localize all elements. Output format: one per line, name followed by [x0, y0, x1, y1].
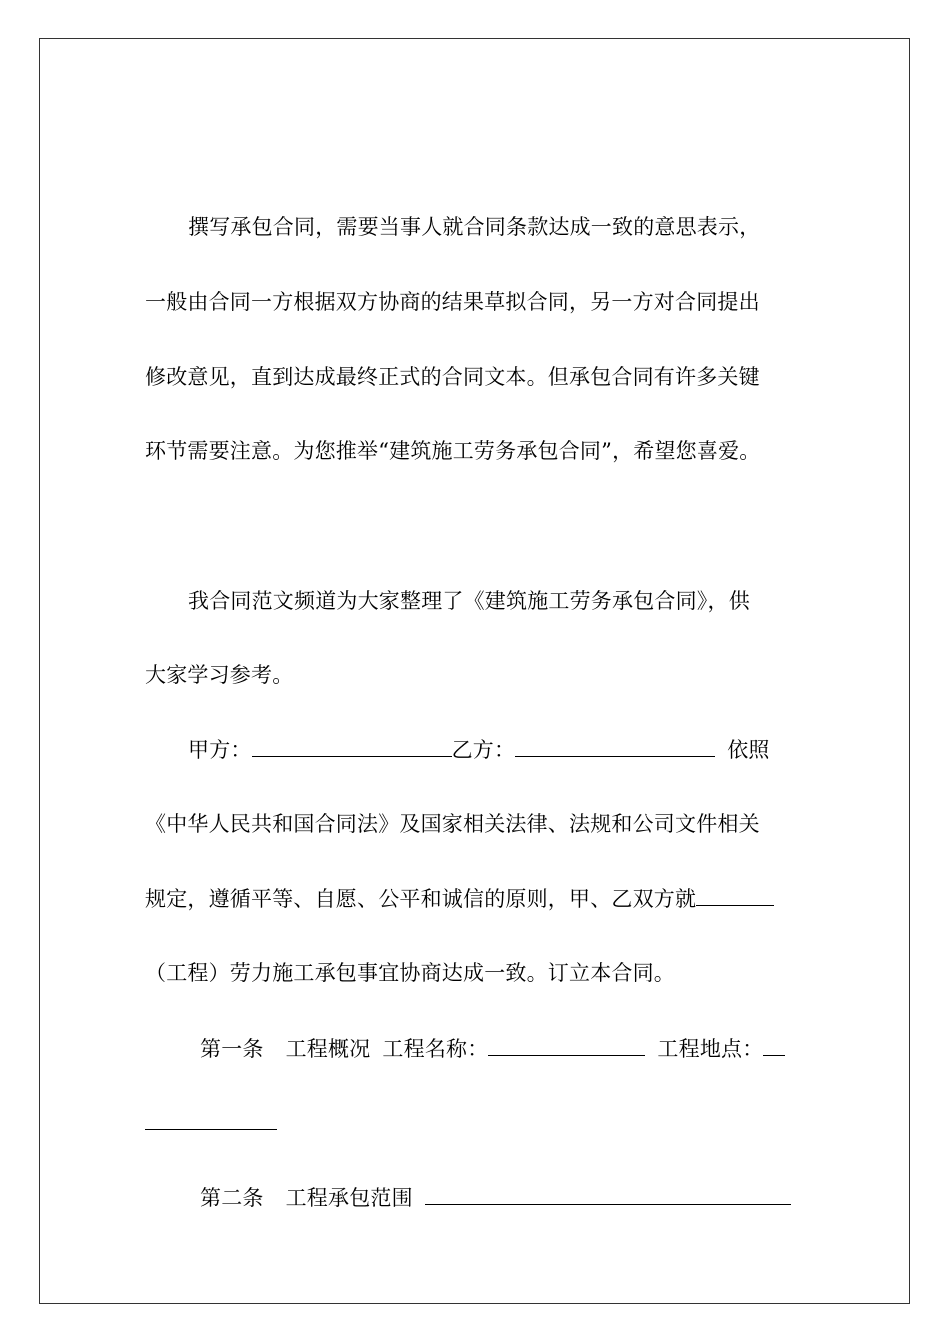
party-b-label: 乙方：: [451, 738, 516, 762]
scope-blank: [425, 1184, 791, 1205]
according-text: 依照: [727, 738, 770, 762]
intro-line-4: 环节需要注意。为您推举“建筑施工劳务承包合同”，希望您喜爱。: [145, 439, 761, 463]
parties-line-1: [188, 735, 770, 765]
parties-line-3-text: 规定，遵循平等、自愿、公平和诚信的原则，甲、乙双方就: [145, 887, 697, 911]
channel-line-1: 我合同范文频道为大家整理了《建筑施工劳务承包合同》，供: [188, 589, 750, 613]
party-a-label: 甲方：: [188, 738, 252, 762]
project-blank: [696, 885, 774, 906]
party-b-blank: [515, 736, 715, 757]
article-2-line: [200, 1183, 791, 1213]
parties-line-4: （工程）劳力施工承包事宜协商达成一致。订立本合同。: [145, 961, 675, 985]
article-1-title: 工程概况: [285, 1037, 371, 1061]
article-2-title: 工程承包范围: [285, 1186, 413, 1210]
parties-line-3: [145, 884, 774, 914]
article-1-line: [200, 1034, 785, 1064]
channel-line-2: 大家学习参考。: [145, 663, 294, 687]
project-name-label: 工程名称：: [382, 1037, 489, 1061]
project-name-blank: [488, 1035, 645, 1056]
intro-line-3: 修改意见，直到达成最终正式的合同文本。但承包合同有许多关键: [145, 365, 760, 389]
article-1-label: 第一条: [200, 1037, 264, 1061]
intro-line-2: 一般由合同一方根据双方协商的结果草拟合同，另一方对合同提出: [145, 290, 760, 314]
project-site-blank-end: [145, 1109, 277, 1130]
project-site-blank-start: [763, 1035, 785, 1056]
article-2-label: 第二条: [200, 1186, 264, 1210]
project-site-blank-line: [145, 1108, 277, 1138]
project-site-label: 工程地点：: [657, 1037, 764, 1061]
party-a-blank: [252, 736, 452, 757]
parties-line-2: 《中华人民共和国合同法》及国家相关法律、法规和公司文件相关: [145, 812, 760, 836]
intro-line-1: 撰写承包合同，需要当事人就合同条款达成一致的意思表示，: [188, 215, 761, 239]
